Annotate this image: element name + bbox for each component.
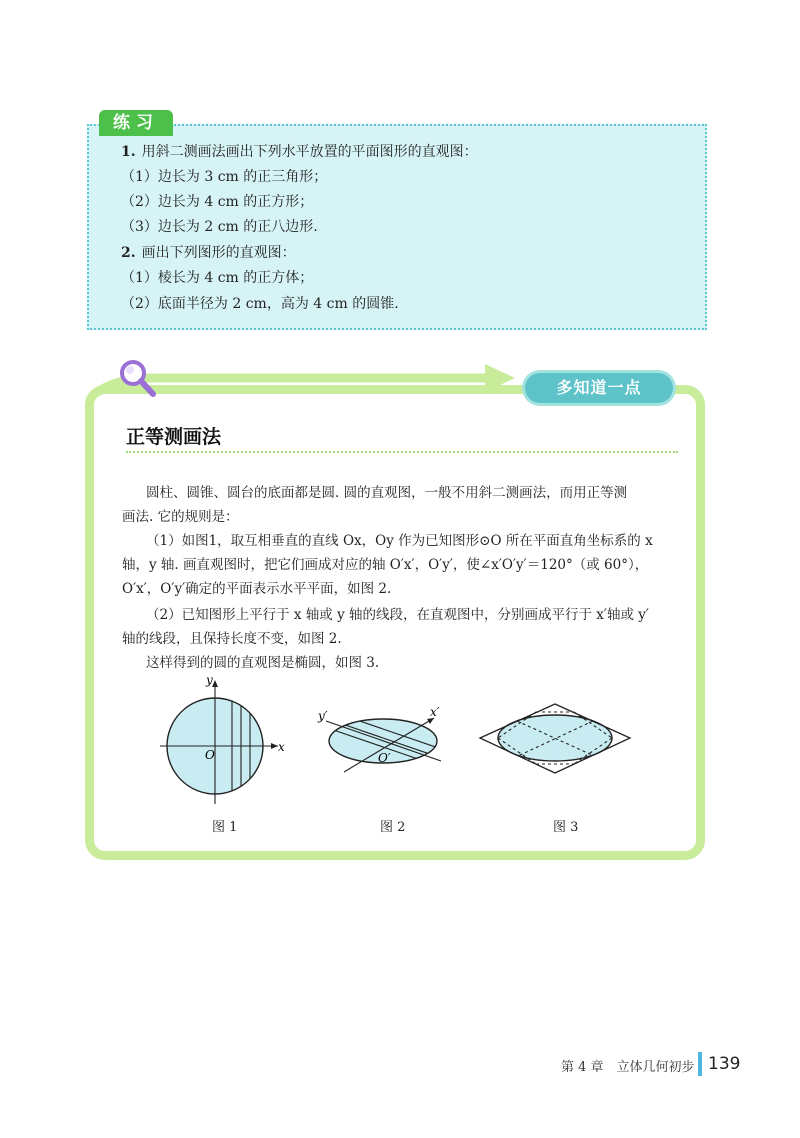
footer-chapter-title: 第 4 章 立体几何初步: [561, 1060, 695, 1075]
x-axis-label: x: [278, 740, 285, 754]
exercise-item: （1）边长为 3 cm 的正三角形；: [121, 169, 328, 185]
exercise-question-2: [121, 243, 296, 263]
origin-label: O′: [378, 751, 391, 765]
title-divider: [126, 451, 678, 453]
figure-2-caption: 图 2: [380, 820, 406, 835]
exercise-question-1: [121, 142, 478, 162]
exercise-item: （1）棱长为 4 cm 的正方体；: [121, 270, 314, 286]
footer-divider: [698, 1052, 702, 1076]
arrow-decoration-icon: [95, 356, 525, 396]
magnifier-icon: [118, 358, 158, 400]
paragraph-line: 轴，y 轴. 画直观图时，把它们画成对应的轴 O′x′，O′y′，使∠x′O′y′＝120°（或 60°），: [122, 557, 649, 573]
paragraph-line: 画法. 它的规则是：: [122, 509, 239, 525]
exercise-item: （2）边长为 4 cm 的正方形；: [121, 194, 314, 210]
know-more-badge: 多知道一点: [525, 373, 673, 403]
exercise-item: （2）底面半径为 2 cm，高为 4 cm 的圆锥.: [121, 296, 399, 312]
x-axis-label: x′: [430, 705, 440, 719]
question-text: 画出下列图形的直观图：: [141, 245, 296, 261]
section-title: 正等测画法: [126, 426, 222, 448]
exercise-tab: 练习: [99, 110, 173, 136]
paragraph-line: 这样得到的圆的直观图是椭圆，如图 3.: [146, 655, 380, 671]
question-number: 2.: [121, 245, 136, 261]
figure-3-caption: 图 3: [553, 820, 579, 835]
paragraph-line: 轴的线段，且保持长度不变，如图 2.: [122, 631, 342, 647]
page-number: 139: [708, 1054, 741, 1074]
paragraph-line: 圆柱、圆锥、圆台的底面都是圆. 圆的直观图，一般不用斜二测画法，而用正等测: [146, 485, 628, 501]
figure-1-circle-diagram: [150, 672, 290, 812]
figure-2-ellipse-diagram: [316, 700, 456, 780]
figure-3-rhombus-ellipse-diagram: [476, 700, 636, 780]
paragraph-line: O′x′，O′y′确定的平面表示水平平面，如图 2.: [122, 581, 392, 597]
figure-1-caption: 图 1: [212, 820, 238, 835]
y-axis-label: y′: [318, 709, 328, 723]
y-axis-label: y: [206, 673, 213, 687]
paragraph-line: （1）如图1，取互相垂直的直线 Ox，Oy 作为已知图形⊙O 所在平面直角坐标系的 x: [146, 533, 653, 549]
question-number: 1.: [121, 144, 136, 160]
paragraph-line: （2）已知图形上平行于 x 轴或 y 轴的线段，在直观图中，分别画成平行于 x′轴或 y′: [146, 607, 649, 623]
origin-label: O: [205, 748, 215, 762]
exercise-item: （3）边长为 2 cm 的正八边形.: [121, 219, 318, 235]
question-text: 用斜二测画法画出下列水平放置的平面图形的直观图：: [141, 144, 478, 160]
